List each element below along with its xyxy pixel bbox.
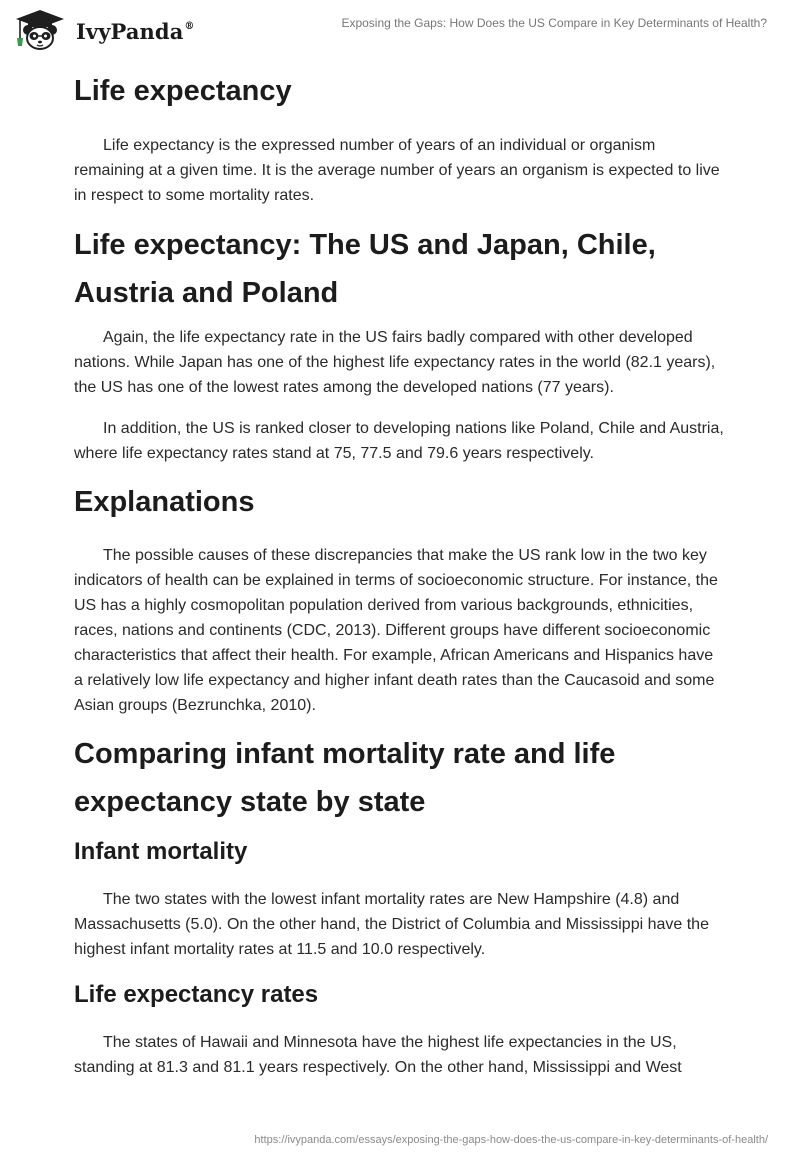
heading-explanations: Explanations (74, 486, 255, 518)
paragraph-infant-mortality: The two states with the lowest infant mortality rates are New Hampshire (4.8) and Massachusetts (5.0). On the other hand, the District of Columbia and Mississippi have the highest infant mortality rates at 11.5 and 10.0 respectively. (74, 891, 709, 958)
registered-mark: ® (184, 20, 195, 32)
paragraph-definition: Life expectancy is the expressed number of years of an individual or organism remaining at a given time. It is the average number of years an organism is expected to live in respect to some mortality rates. (74, 137, 720, 204)
source-url-link[interactable]: https://ivypanda.com/essays/exposing-the-gaps-how-does-the-us-compare-in-key-determinants-of-health/ (254, 1134, 768, 1146)
heading-us-comparison: Life expectancy: The US and Japan, Chile, Austria and Poland (74, 229, 656, 309)
brand-name (76, 19, 195, 44)
paragraph-explanations: The possible causes of these discrepancies that make the US rank low in the two key indicators of health can be explained in terms of socioeconomic structure. For instance, the US has a highly cosmopolitan population derived from various backgrounds, ethnicities, races, nations and continents (CDC, 2013). Different groups have different socioeconomic characteristics that affect their health. For example, African Americans and Hispanics have a relatively low life expectancy and higher infant death rates than the Caucasoid and some Asian groups (Bezrunchka, 2010). (74, 547, 718, 714)
brand-label: IvyPanda (76, 18, 184, 44)
paragraph-life-expectancy-rates: The states of Hawaii and Minnesota have the highest life expectancies in the US, standing at 81.3 and 81.1 years respectively. On the other hand, Mississippi and West (74, 1034, 682, 1076)
heading-state-comparison: Comparing infant mortality rate and life expectancy state by state (74, 738, 616, 818)
heading-life-expectancy: Life expectancy (74, 75, 292, 107)
document-title: Exposing the Gaps: How Does the US Compare in Key Determinants of Health? (341, 16, 767, 30)
paragraph-developing-nations: In addition, the US is ranked closer to developing nations like Poland, Chile and Austria, where life expectancy rates stand at 75, 77.5 and 79.6 years respectively. (74, 420, 724, 462)
heading-infant-mortality: Infant mortality (74, 838, 248, 865)
paragraph-us-japan: Again, the life expectancy rate in the US fairs badly compared with other developed nations. While Japan has one of the highest life expectancy rates in the world (82.1 years), the US has one of the lowest rates among the developed nations (77 years). (74, 329, 716, 396)
heading-life-expectancy-rates: Life expectancy rates (74, 981, 319, 1008)
ivypanda-logo[interactable] (14, 8, 195, 52)
panda-graduate-icon (14, 8, 66, 52)
page-header (0, 0, 800, 60)
